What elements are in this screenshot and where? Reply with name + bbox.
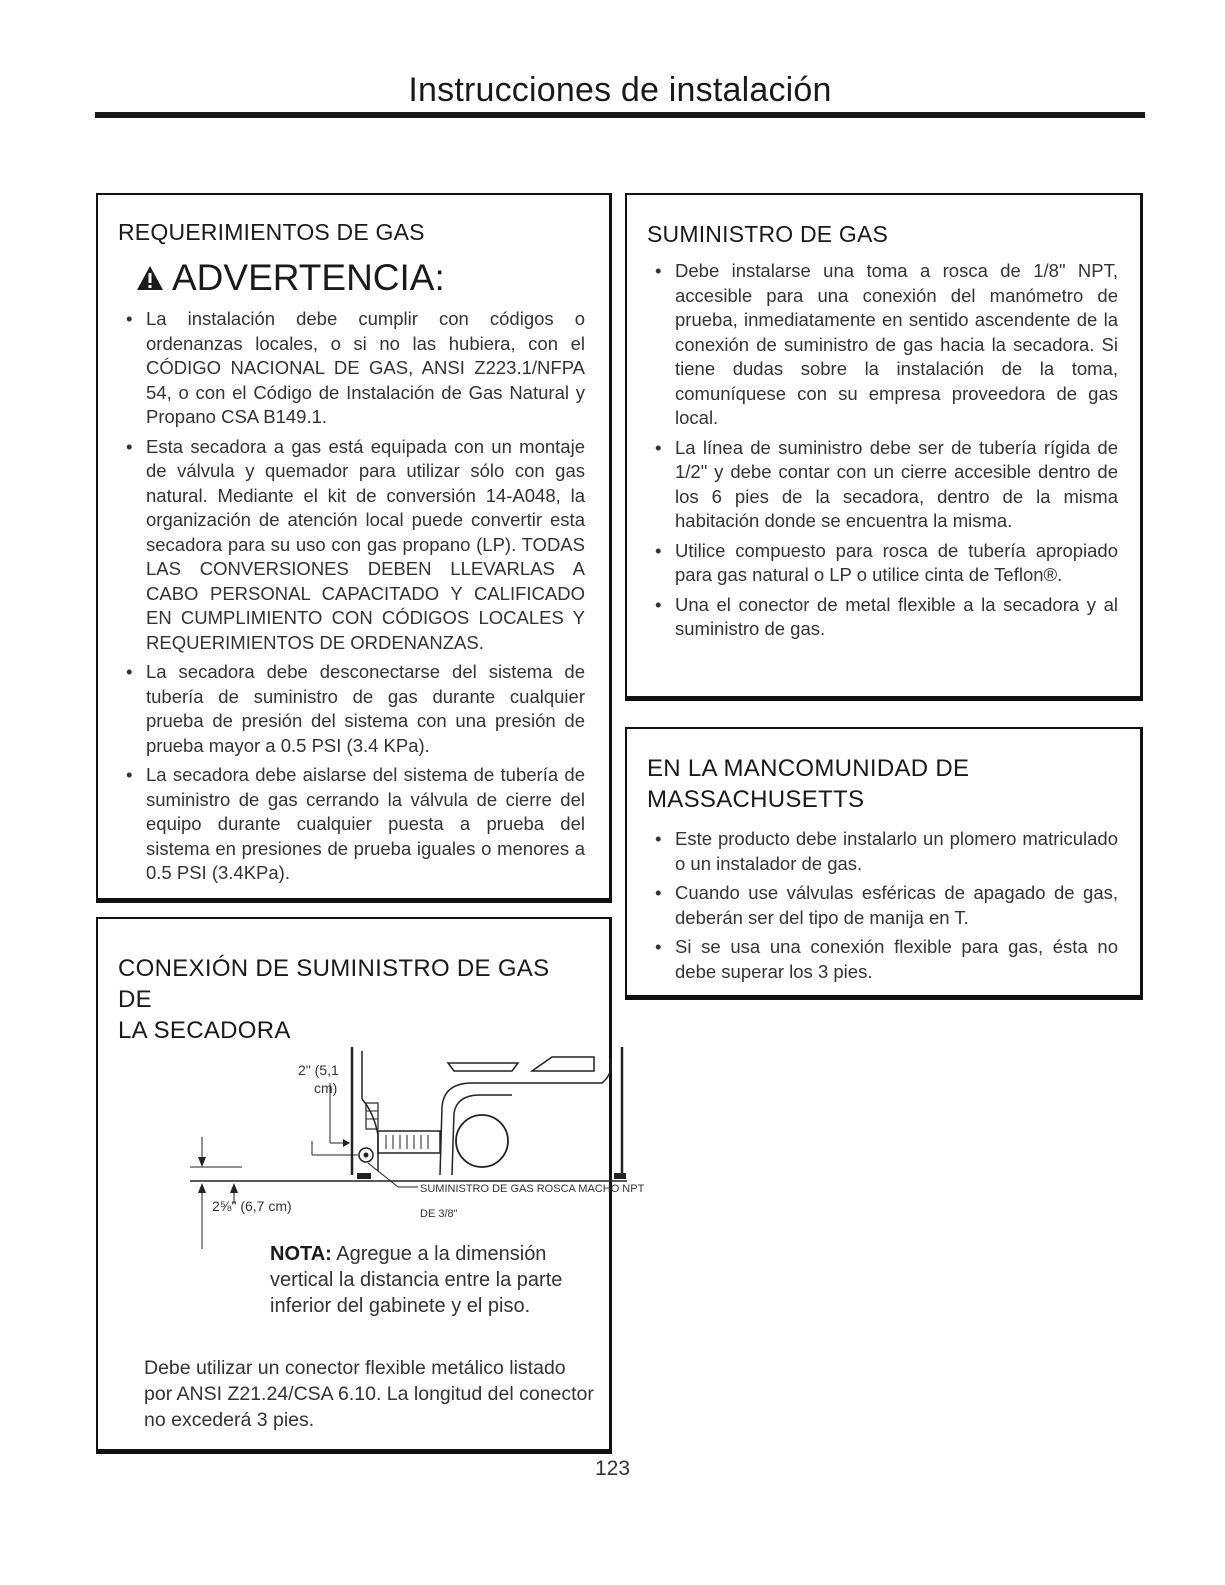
list-item: • Una el conector de metal flexible a la secadora y al suministro de gas. [647,593,1118,642]
dryer-connection-heading-line1: CONEXIÓN DE SUMINISTRO DE GAS DE [118,955,550,1013]
supply-label-line1: SUMINISTRO DE GAS ROSCA MACHO NPT [420,1183,645,1195]
gas-requirements-box [96,193,612,903]
dryer-connection-heading [118,953,587,1046]
list-item: • Esta secadora a gas está equipada con un montaje de válvula y quemador para utilizar sólo con gas natural. Mediante el kit de conversión 14-A048, la organización de atención local puede convertir esta secadora para su uso con gas propano (LP). TODAS LAS CONVERSIONES DEBEN LLEVARLAS A CABO PERSONAL CAPACITADO Y CALIFICADO EN CUMPLIMIENTO CON CÓDIGOS LOCALES Y REQUERIMIENTOS DE ORDENANZAS. [118,435,585,656]
warning-banner [136,255,585,301]
gas-supply-box [625,193,1143,701]
list-item: • La secadora debe aislarse del sistema de tubería de suministro de gas cerrando la válvula de cierre del equipo durante cualquier puesta a prueba del sistema en presiones de prueba iguales o menores a 0.5 PSI (3.4KPa). [118,763,585,886]
warning-triangle-icon [136,265,164,291]
gas-connection-diagram [182,1043,645,1253]
dim-top-label-line1: 2" (5,1 [298,1062,339,1078]
list-item: • Este producto debe instalarlo un plomero matriculado o un instalador de gas. [647,827,1118,876]
massachusetts-heading-line1: EN LA MANCOMUNIDAD DE [647,755,970,782]
diagram-note [270,1241,570,1319]
dim-top-label-line2: cm) [314,1080,338,1096]
dryer-connection-heading-line2: LA SECADORA [118,1017,291,1044]
list-item: • Debe instalarse una toma a rosca de 1/8" NPT, accesible para una conexión del manómetro de prueba, inmediatamente en sentido ascendente de la conexión de suministro de gas hacia la secadora. Si tiene dudas sobre la instalación de la toma, comuníquese con su empresa proveedora de gas local. [647,259,1118,431]
massachusetts-heading-line2: MASSACHUSETTS [647,786,865,813]
page-title: Instrucciones de instalación [408,71,832,109]
supply-label-line2: DE 3/8" [420,1208,458,1220]
gas-requirements-heading: REQUERIMIENTOS DE GAS [118,219,425,245]
list-item: • La línea de suministro debe ser de tubería rígida de 1/2" y debe contar con un cierre accesible dentro de los 6 pies de la secadora, dentro de la misma habitación donde se encuentra la misma. [647,436,1118,534]
gas-requirements-list [118,307,585,886]
massachusetts-box [625,727,1143,1000]
list-item: • Cuando use válvulas esféricas de apagado de gas, deberán ser del tipo de manija en T. [647,881,1118,930]
dim-bottom-label: 2⅝" (6,7 cm) [212,1198,292,1214]
dryer-connection-box [96,917,645,1454]
title-rule [95,112,1145,118]
massachusetts-list [647,827,1118,984]
warning-label: ADVERTENCIA: [172,257,445,298]
list-item: • Si se usa una conexión flexible para gas, ésta no debe superar los 3 pies. [647,935,1118,984]
list-item: • La secadora debe desconectarse del sistema de tubería de suministro de gas durante cualquier prueba de presión del sistema con una presión de prueba mayor a 0.5 PSI (3.4 KPa). [118,660,585,758]
list-item: • Utilice compuesto para rosca de tubería apropiado para gas natural o LP o utilice cinta de Teflon®. [647,539,1118,588]
massachusetts-heading [647,753,1118,815]
page-number: 123 [594,1457,631,1480]
list-item: • La instalación debe cumplir con códigos o ordenanzas locales, o si no las hubiera, con el CÓDIGO NACIONAL DE GAS, ANSI Z223.1/NFPA 54, o con el Código de Instalación de Gas Natural y Propano CSA B149.1. [118,307,585,430]
connector-paragraph: Debe utilizar un conector flexible metálico listado por ANSI Z21.24/CSA 6.10. La longitud del conector no excederá 3 pies. [144,1357,594,1431]
gas-supply-heading: SUMINISTRO DE GAS [647,221,889,247]
gas-supply-list [647,259,1118,642]
note-text: Agregue a la dimensión vertical la distancia entre la parte inferior del gabinete y el piso. [270,1243,563,1317]
note-label: NOTA: [270,1243,332,1265]
